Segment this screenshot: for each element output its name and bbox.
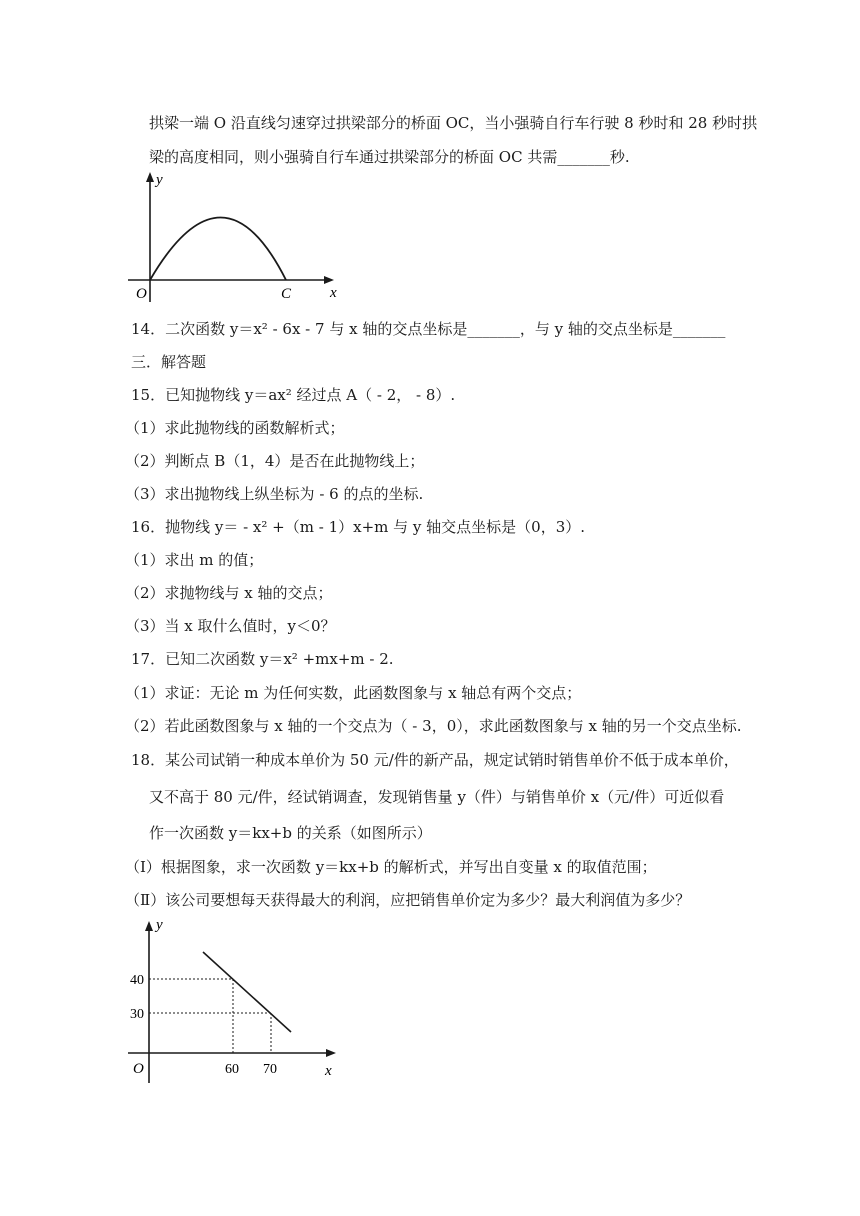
- q16-stem: 16．抛物线 y＝ - x² +（m - 1）x+m 与 y 轴交点坐标是（0，3）.: [131, 518, 586, 536]
- x-axis-label: x: [325, 1063, 332, 1079]
- q16-part-3: （3）当 x 取什么值时，y＜0？: [125, 617, 336, 635]
- x-tick-60: 60: [225, 1062, 239, 1077]
- q16-part-2: （2）求抛物线与 x 轴的交点；: [125, 584, 333, 602]
- q15-stem: 15．已知抛物线 y＝ax² 经过点 A（ - 2， - 8）.: [131, 386, 456, 404]
- q15-part-3: （3）求出抛物线上纵坐标为 - 6 的点的坐标.: [125, 485, 424, 503]
- q18-text-line-3: 作一次函数 y＝kx+b 的关系（如图所示）: [149, 824, 432, 842]
- q18-text-line-2: 又不高于 80 元/件，经试销调查，发现销售量 y（件）与销售单价 x（元/件）可近似看: [149, 788, 725, 806]
- y-axis-arrow-icon: [145, 921, 153, 931]
- y-axis-arrow-icon: [146, 172, 154, 182]
- arch-curve: [150, 218, 286, 281]
- guide-lines: [149, 979, 271, 1053]
- q17-stem: 17．已知二次函数 y＝x² +mx+m - 2.: [131, 650, 394, 668]
- q17-part-2: （2）若此函数图象与 x 轴的一个交点为（ - 3，0），求此函数图象与 x 轴的另一个交点坐标.: [125, 717, 742, 735]
- q13-text-line-1: 拱梁一端 O 沿直线匀速穿过拱梁部分的桥面 OC，当小强骑自行车行驶 8 秒时和 28 秒时拱: [149, 114, 758, 132]
- q18-sales-graph: [120, 915, 345, 1090]
- origin-label: O: [136, 286, 147, 302]
- q16-part-1: （1）求出 m 的值；: [125, 551, 264, 569]
- q17-part-1: （1）求证：无论 m 为任何实数，此函数图象与 x 轴总有两个交点；: [125, 684, 582, 702]
- q18-text-line-1: 18．某公司试销一种成本单价为 50 元/件的新产品，规定试销时销售单价不低于成本单价，: [131, 751, 739, 769]
- q13-text-line-2: 梁的高度相同，则小强骑自行车通过拱梁部分的桥面 OC 共需_______秒.: [149, 148, 630, 166]
- y-axis-label: y: [156, 172, 163, 188]
- q15-part-1: （1）求此抛物线的函数解析式；: [125, 419, 345, 437]
- q18-part-2: （Ⅱ）该公司要想每天获得最大的利润，应把销售单价定为多少？最大利润值为多少？: [125, 891, 691, 909]
- q18-part-1: （I）根据图象，求一次函数 y＝kx+b 的解析式，并写出自变量 x 的取值范围；: [125, 858, 657, 876]
- x-axis-arrow-icon: [324, 276, 334, 284]
- section-3-heading: 三．解答题: [131, 353, 207, 371]
- y-tick-30: 30: [130, 1007, 144, 1022]
- q13-arch-figure: [128, 170, 348, 305]
- x-tick-70: 70: [263, 1062, 277, 1077]
- y-axis-label: y: [156, 917, 163, 933]
- q14-text: 14．二次函数 y＝x² - 6x - 7 与 x 轴的交点坐标是_______，与 y 轴的交点坐标是_______: [131, 320, 726, 338]
- sales-line: [203, 952, 291, 1032]
- x-axis-arrow-icon: [326, 1049, 336, 1057]
- origin-label: O: [133, 1061, 144, 1077]
- y-tick-40: 40: [130, 973, 144, 988]
- q15-part-2: （2）判断点 B（1，4）是否在此抛物线上；: [125, 452, 425, 470]
- point-c-label: C: [281, 286, 292, 302]
- x-axis-label: x: [330, 285, 337, 301]
